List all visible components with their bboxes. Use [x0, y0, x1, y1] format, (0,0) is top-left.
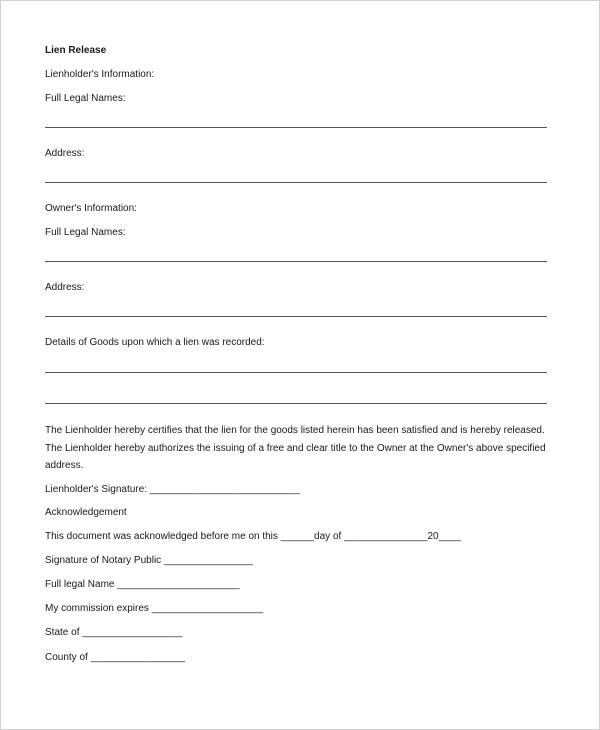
lienholder-info-heading: Lienholder's Information:	[45, 69, 155, 80]
acknowledged-date-line: This document was acknowledged before me on this ______day of _______________20____	[45, 531, 461, 542]
lienholder-legal-names-line	[45, 127, 547, 128]
goods-details-line-2	[45, 403, 547, 404]
commission-expires-line: My commission expires ____________________	[45, 603, 263, 614]
owner-address-line	[45, 316, 547, 317]
county-line: County of _________________	[45, 652, 186, 663]
lienholder-address-label: Address:	[45, 148, 85, 159]
lienholder-legal-names-label: Full Legal Names:	[45, 93, 126, 104]
notary-signature-line: Signature of Notary Public ________________	[45, 555, 253, 566]
owner-address-label: Address:	[45, 282, 85, 293]
acknowledgement-heading: Acknowledgement	[45, 507, 127, 518]
goods-details-line-1	[45, 372, 547, 373]
owner-info-heading: Owner's Information:	[45, 203, 137, 214]
certification-paragraph: The Lienholder hereby certifies that the lien for the goods listed herein has been satisfied and is hereby released. The Lienholder hereby authorizes the issuing of a free and clear title to the Owner at the Owner's above specified address.	[45, 425, 546, 471]
document-title: Lien Release	[45, 45, 107, 56]
lienholder-address-line	[45, 182, 547, 183]
lienholder-signature-line: Lienholder's Signature: ___________________________	[45, 484, 300, 495]
state-line: State of __________________	[45, 627, 183, 638]
owner-legal-names-label: Full Legal Names:	[45, 227, 126, 238]
goods-details-label: Details of Goods upon which a lien was recorded:	[45, 337, 265, 348]
full-legal-name-line: Full legal Name ______________________	[45, 579, 240, 590]
owner-legal-names-line	[45, 261, 547, 262]
